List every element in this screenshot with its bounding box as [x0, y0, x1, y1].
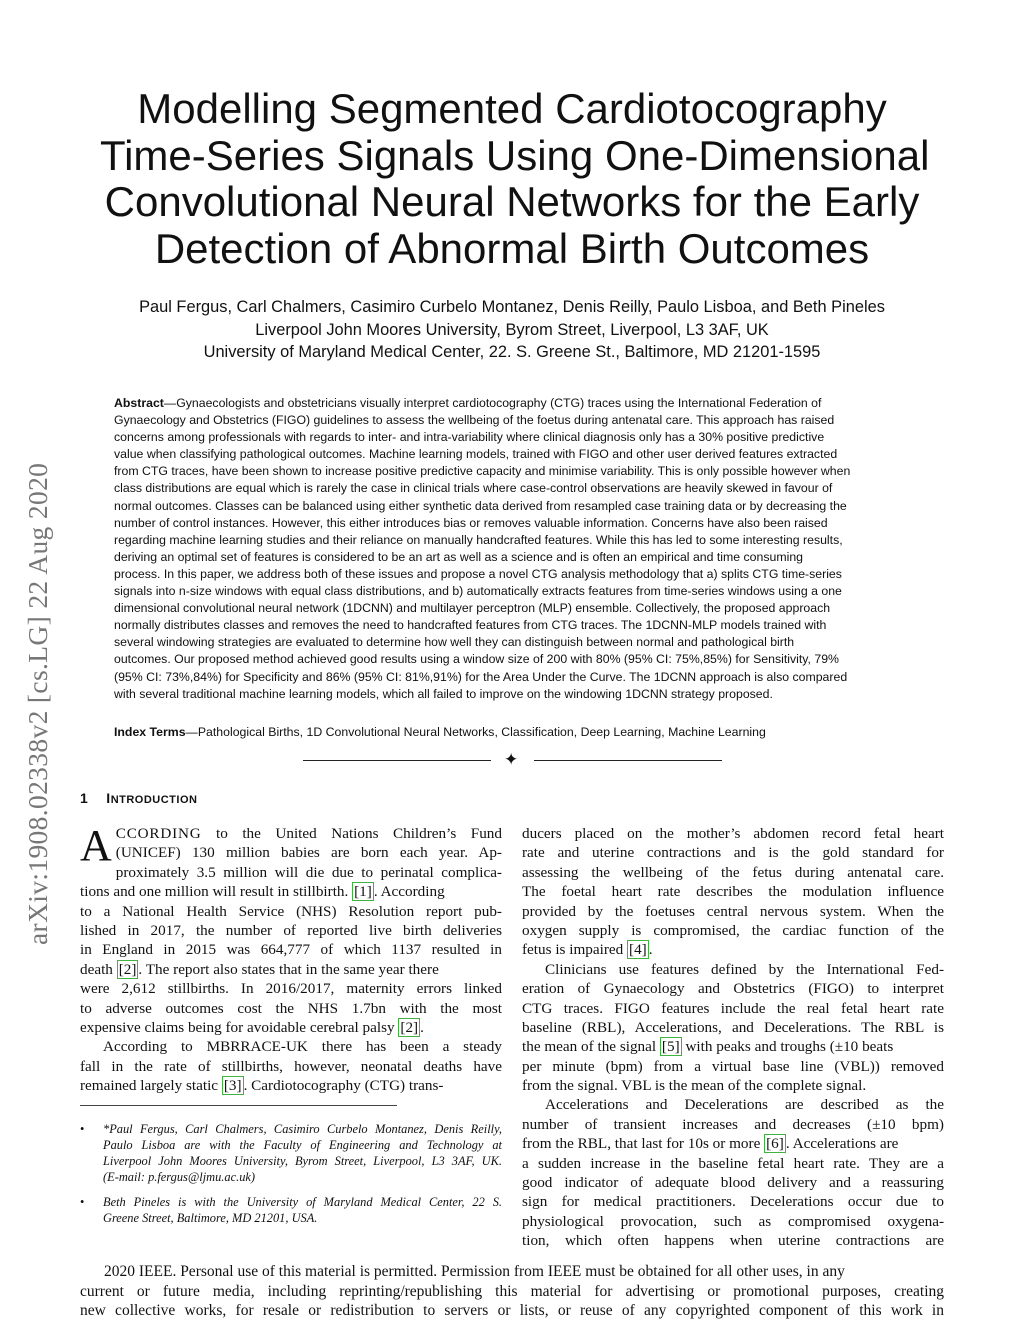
body-line: physiological provocation, such as compromised oxygena-: [522, 1212, 944, 1230]
first-word-smallcaps: CCORDING: [115, 825, 202, 842]
separator-rule-left: [303, 760, 491, 761]
body-line: ducers placed on the mother’s abdomen record fetal heart: [522, 825, 944, 842]
abstract-line: signals into n-size windows with equal class distributions, and b) automatically extracts features from time-series windows using a one: [114, 584, 842, 599]
footnote-authors: [80, 1121, 502, 1185]
body-column-right: [522, 824, 944, 1251]
title-line: Detection of Abnormal Birth Outcomes: [154, 224, 870, 272]
abstract-line: outcomes. Our proposed method achieved good results using a window size of 200 with 80% (95% CI: 75%,85%) for Sensitivity, 79%: [114, 652, 839, 667]
body-line: Clinicians use features defined by the International Fed-: [545, 960, 944, 978]
body-text: death: [80, 960, 117, 978]
abstract: [114, 395, 911, 703]
title-line: Convolutional Neural Networks for the Early: [104, 178, 920, 225]
body-text: . Cardiotocography (CTG) trans-: [243, 1077, 444, 1095]
footnote-rule: [80, 1105, 397, 1106]
body-column-left: [80, 821, 502, 1095]
body-line: [80, 1018, 502, 1037]
abstract-line: number of control instances. However, this either introduces bias or removes valuable information. Concerns have also been raised: [114, 515, 828, 530]
body-line: [522, 1037, 944, 1056]
body-line: [80, 960, 502, 979]
body-line: to adverse outcomes cost the NHS 1.7bn with the most: [80, 999, 502, 1017]
abstract-line: [114, 395, 911, 412]
author-block: [60, 296, 964, 364]
body-line: [116, 824, 502, 843]
body-line: According to MBRRACE-UK there has been a steady: [103, 1038, 502, 1056]
abstract-line: dimensional convolutional neural network (1DCNN) and multilayer perceptron (MLP) ensemble. Collectively, the proposed approach: [114, 601, 831, 616]
section-heading-introduction: [80, 790, 197, 806]
body-line: fall in the rate of stillbirths, however, neonatal deaths have: [80, 1057, 502, 1075]
body-text: with peaks and troughs (±10 beats: [681, 1038, 894, 1056]
abstract-line: Gynaecology and Obstetrics (FIGO) guidelines to assess the wellbeing of the foetus during antenatal care. This approach has raised: [114, 413, 835, 428]
body-line: proximately 3.5 million will die due to perinatal complica-: [115, 863, 502, 881]
body-line: [522, 940, 944, 959]
abstract-line: class distributions are equal which is rarely the case in clinical trials where case-control observations are heavily skewed in favour of: [114, 481, 833, 496]
separator-rule-right: [534, 760, 722, 761]
drop-cap: A: [80, 821, 112, 870]
footnote-line: Liverpool John Moores University, Byrom Street, Liverpool, L3 3AF, UK.: [103, 1154, 502, 1168]
body-line: provided by the foetuses central nervous system. When the: [522, 902, 944, 920]
abstract-line: from CTG traces, have been shown to increase positive predictive capacity and minimise variability. This is only possible however when: [114, 464, 851, 479]
body-line: per minute (bpm) from a virtual base line (VBL)) removed: [522, 1057, 944, 1075]
body-text: remained largely static: [80, 1077, 222, 1095]
abstract-line: several windowing strategies are evaluated to determine how well they can distinguish between normal and pathological birth: [114, 635, 795, 650]
body-line: baseline (RBL), Accelerations, and Decelerations. The RBL is: [522, 1018, 944, 1036]
body-line: CTG traces. FIGO features include the real fetal heart rate: [522, 999, 944, 1017]
body-text: . The report also states that in the same year there: [138, 960, 439, 978]
abstract-line: deriving an optimal set of features is considered to be an art as well as a science and is often an empirical and time consuming: [114, 549, 803, 564]
body-line: good indicator of adequate blood delivery and a reassuring: [522, 1174, 944, 1192]
citation-link[interactable]: [6]: [766, 1135, 784, 1153]
body-line: Accelerations and Decelerations are described as the: [545, 1096, 944, 1114]
abstract-line: value when classifying pathological outcomes. Machine learning models, trained with FIGO and other user derived features extracted: [114, 447, 838, 462]
abstract-label: Abstract: [114, 396, 164, 410]
body-line: lished in 2017, the number of reported live birth deliveries: [80, 921, 502, 939]
body-text: .: [648, 941, 653, 959]
body-line: to a National Health Service (NHS) Resolution report pub-: [80, 902, 502, 920]
body-line: oxygen supply is compromised, the cardiac function of the: [522, 921, 944, 939]
copyright-line: new collective works, for resale or redistribution to servers or lists, or reuse of any copyrighted component of this work in: [80, 1302, 944, 1319]
footnote-line: Beth Pineles is with the University of Maryland Medical Center, 22 S.: [103, 1195, 502, 1209]
footnote-line: *Paul Fergus, Carl Chalmers, Casimiro Curbelo Montanez, Denis Reilly,: [103, 1122, 502, 1136]
bullet-icon: •: [80, 1195, 85, 1209]
body-text: expensive claims being for avoidable cerebral palsy: [80, 1018, 399, 1036]
body-line: tion, which often happens when uterine contractions are: [522, 1232, 944, 1250]
body-line: assessing the wellbeing of the fetus during antenatal care.: [522, 863, 944, 881]
copyright-line: current or future media, including reprinting/republishing this material for advertising or promotional purposes, creating: [80, 1282, 944, 1300]
body-line: in England in 2015 was 664,777 of which 1137 resulted in: [80, 941, 502, 959]
abstract-line: (95% CI: 73%,84%) for Specificity and 86% (95% CI: 81%,91%) for the Area Under the Curve. The 1DCNN approach is also compared: [114, 669, 848, 684]
title-line: Time-Series Signals Using One-Dimensional: [100, 131, 930, 179]
section-title-rest: NTRODUCTION: [110, 794, 198, 806]
body-line: (UNICEF) 130 million babies are born each year. Ap-: [115, 844, 502, 862]
section-title-initial: I: [106, 790, 111, 806]
index-terms: [114, 724, 911, 741]
citation-link[interactable]: [5]: [661, 1038, 680, 1056]
bullet-icon: •: [80, 1122, 85, 1136]
index-terms-text: —Pathological Births, 1D Convolutional Neural Networks, Classification, Deep Learning, Machine Learning: [185, 725, 766, 739]
index-terms-label: Index Terms: [114, 725, 186, 739]
body-line: The foetal heart rate describes the modulation influence: [522, 883, 944, 901]
body-line: eration of Gynaecology and Obstetrics (FIGO) to interpret: [522, 980, 944, 998]
body-line: were 2,612 stillbirths. In 2016/2017, maternity errors linked: [80, 980, 502, 998]
citation-link[interactable]: [1]: [354, 883, 372, 901]
body-text: . Accelerations are: [785, 1135, 899, 1153]
author-list: Paul Fergus, Carl Chalmers, Casimiro Curbelo Montanez, Denis Reilly, Paulo Lisboa, and Beth Pineles: [139, 298, 885, 316]
body-line: [80, 882, 502, 901]
abstract-text: —Gynaecologists and obstetricians visually interpret cardiotocography (CTG) traces using the International Federation of: [163, 396, 822, 410]
body-text: the mean of the signal: [522, 1038, 660, 1056]
arxiv-identifier-stamp: arXiv:1908.02338v2 [cs.LG] 22 Aug 2020: [22, 462, 53, 945]
footnote-line: Greene Street, Baltimore, MD 21201, USA.: [103, 1211, 318, 1225]
body-line: [80, 1076, 502, 1095]
body-line: [522, 1134, 944, 1153]
body-line: number of transient increases and decreases (±10 bpm): [522, 1115, 944, 1133]
copyright-line: 2020 IEEE. Personal use of this material is permitted. Permission from IEEE must be obtained for all other uses, in any: [104, 1263, 845, 1280]
abstract-line: concerns among professionals with regards to inter- and intra-variability where clinical diagnosis only has a 30% positive predictive: [114, 430, 825, 445]
citation-link[interactable]: [4]: [629, 941, 647, 959]
abstract-line: with several traditional machine learning models, which all failed to improve on the windowing 1DCNN strategy proposed.: [114, 686, 773, 701]
separator-ornament-icon: ✦: [504, 750, 519, 769]
section-number: 1: [80, 790, 89, 806]
paper-title: [100, 85, 930, 272]
abstract-line: process. In this paper, we address both of these issues and propose a novel CTG analysis methodology that a) splits CTG time-series: [114, 566, 842, 581]
footnote-line: Paulo Lisboa are with the Faculty of Engineering and Technology at: [103, 1138, 502, 1152]
footnote-beth-pineles: [80, 1194, 502, 1226]
copyright-notice: [80, 1262, 944, 1321]
body-line: a sudden increase in the baseline fetal heart rate. They are a: [522, 1154, 944, 1172]
body-text: from the RBL, that last for 10s or more: [522, 1135, 765, 1153]
affiliation-umd: University of Maryland Medical Center, 22. S. Greene St., Baltimore, MD 21201-1595: [203, 343, 821, 361]
citation-link[interactable]: [2]: [400, 1018, 419, 1036]
body-line: rate and uterine contractions and is the gold standard for: [522, 844, 944, 862]
body-text: . According: [373, 883, 445, 901]
body-text: .: [420, 1018, 424, 1036]
citation-link[interactable]: [3]: [223, 1077, 242, 1095]
footnote-line: (E-mail: p.fergus@ljmu.ac.uk): [103, 1170, 256, 1184]
section-separator: [303, 751, 722, 771]
body-text: to the United Nations Children’s Fund: [201, 825, 502, 842]
body-text: tions and one million will result in stillbirth.: [80, 883, 353, 901]
abstract-line: regarding machine learning studies and their reliance on manually handcrafted features. While this has led to some interesting results,: [114, 532, 843, 547]
citation-link[interactable]: [2]: [118, 960, 137, 978]
affiliation-ljmu: Liverpool John Moores University, Byrom Street, Liverpool, L3 3AF, UK: [255, 320, 769, 339]
body-line: from the signal. VBL is the mean of the complete signal.: [522, 1077, 867, 1095]
abstract-line: normal outcomes. Classes can be balanced using either synthetic data derived from resampled case training data or by decreasing the: [114, 498, 847, 513]
abstract-line: normally distributes classes and removes the need to handcrafted features from CTG traces. The 1DCNN-MLP models trained with: [114, 618, 827, 633]
body-line: sign for medical practitioners. Decelerations occur due to: [522, 1193, 944, 1211]
title-line: Modelling Segmented Cardiotocography: [137, 85, 887, 132]
body-text: fetus is impaired: [522, 941, 628, 959]
